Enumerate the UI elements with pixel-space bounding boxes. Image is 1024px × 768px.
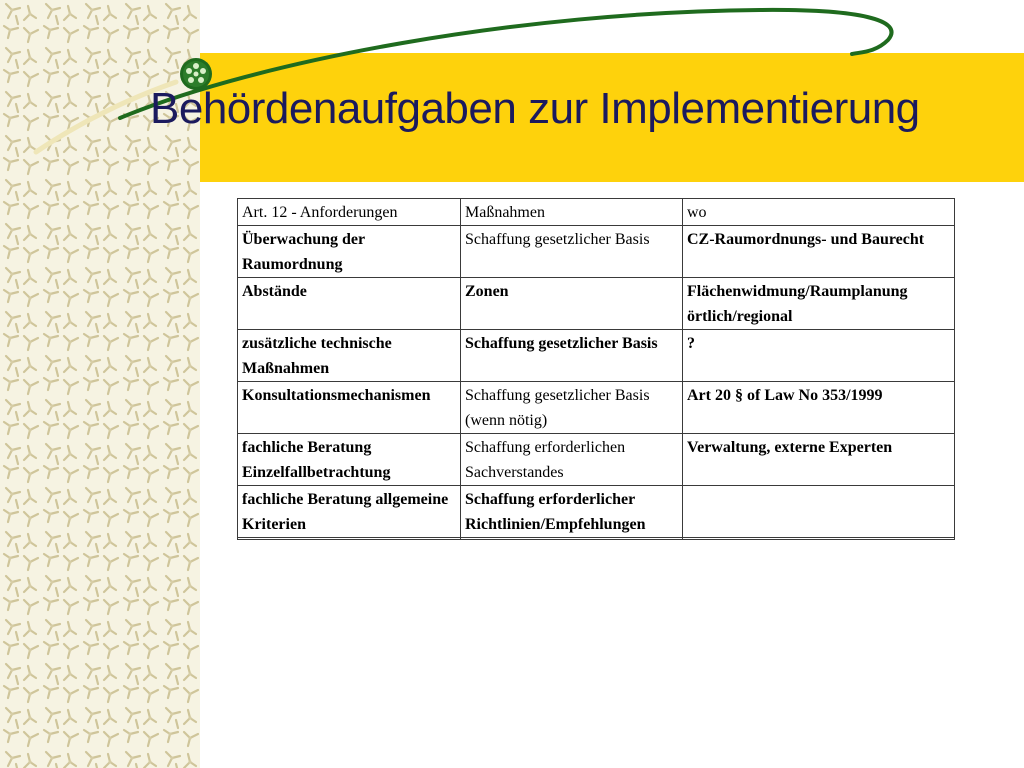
cell-massnahmen: Schaffung gesetzlicher Basis (wenn nötig) [461, 382, 683, 434]
cell-massnahmen [461, 538, 683, 540]
cell-wo: ? [683, 330, 955, 382]
cell-anforderung: fachliche Beratung allgemeine Kriterien [238, 486, 461, 538]
cell-wo: Verwaltung, externe Experten [683, 434, 955, 486]
cell-anforderung: Abstände [238, 278, 461, 330]
table-row [238, 330, 955, 382]
requirements-table [237, 198, 955, 540]
table-row [238, 382, 955, 434]
table-row [238, 434, 955, 486]
table-header-row [238, 199, 955, 226]
cell-massnahmen: Zonen [461, 278, 683, 330]
table-row [238, 278, 955, 330]
table-row [238, 538, 955, 540]
cell-anforderung: zusätzliche technische Maßnahmen [238, 330, 461, 382]
cell-anforderung [238, 538, 461, 540]
cell-wo [683, 486, 955, 538]
cell-anforderung: Konsultationsmechanismen [238, 382, 461, 434]
cell-massnahmen: Schaffung gesetzlicher Basis [461, 226, 683, 278]
cell-wo: Flächenwidmung/Raumplanung örtlich/regional [683, 278, 955, 330]
cell-wo: Art 20 § of Law No 353/1999 [683, 382, 955, 434]
cell-anforderung: fachliche Beratung Einzelfallbetrachtung [238, 434, 461, 486]
cell-massnahmen: Schaffung erforderlichen Sachverstandes [461, 434, 683, 486]
header-cell-anforderungen: Art. 12 - Anforderungen [238, 199, 461, 226]
cell-wo [683, 538, 955, 540]
cell-massnahmen: Schaffung gesetzlicher Basis [461, 330, 683, 382]
cell-massnahmen: Schaffung erforderlicher Richtlinien/Empfehlungen [461, 486, 683, 538]
table-row [238, 226, 955, 278]
slide-title: Behördenaufgaben zur Implementierung [150, 84, 920, 133]
table-row [238, 486, 955, 538]
cell-wo: CZ-Raumordnungs- und Baurecht [683, 226, 955, 278]
header-cell-wo: wo [683, 199, 955, 226]
header-cell-massnahmen: Maßnahmen [461, 199, 683, 226]
cell-anforderung: Überwachung der Raumordnung [238, 226, 461, 278]
